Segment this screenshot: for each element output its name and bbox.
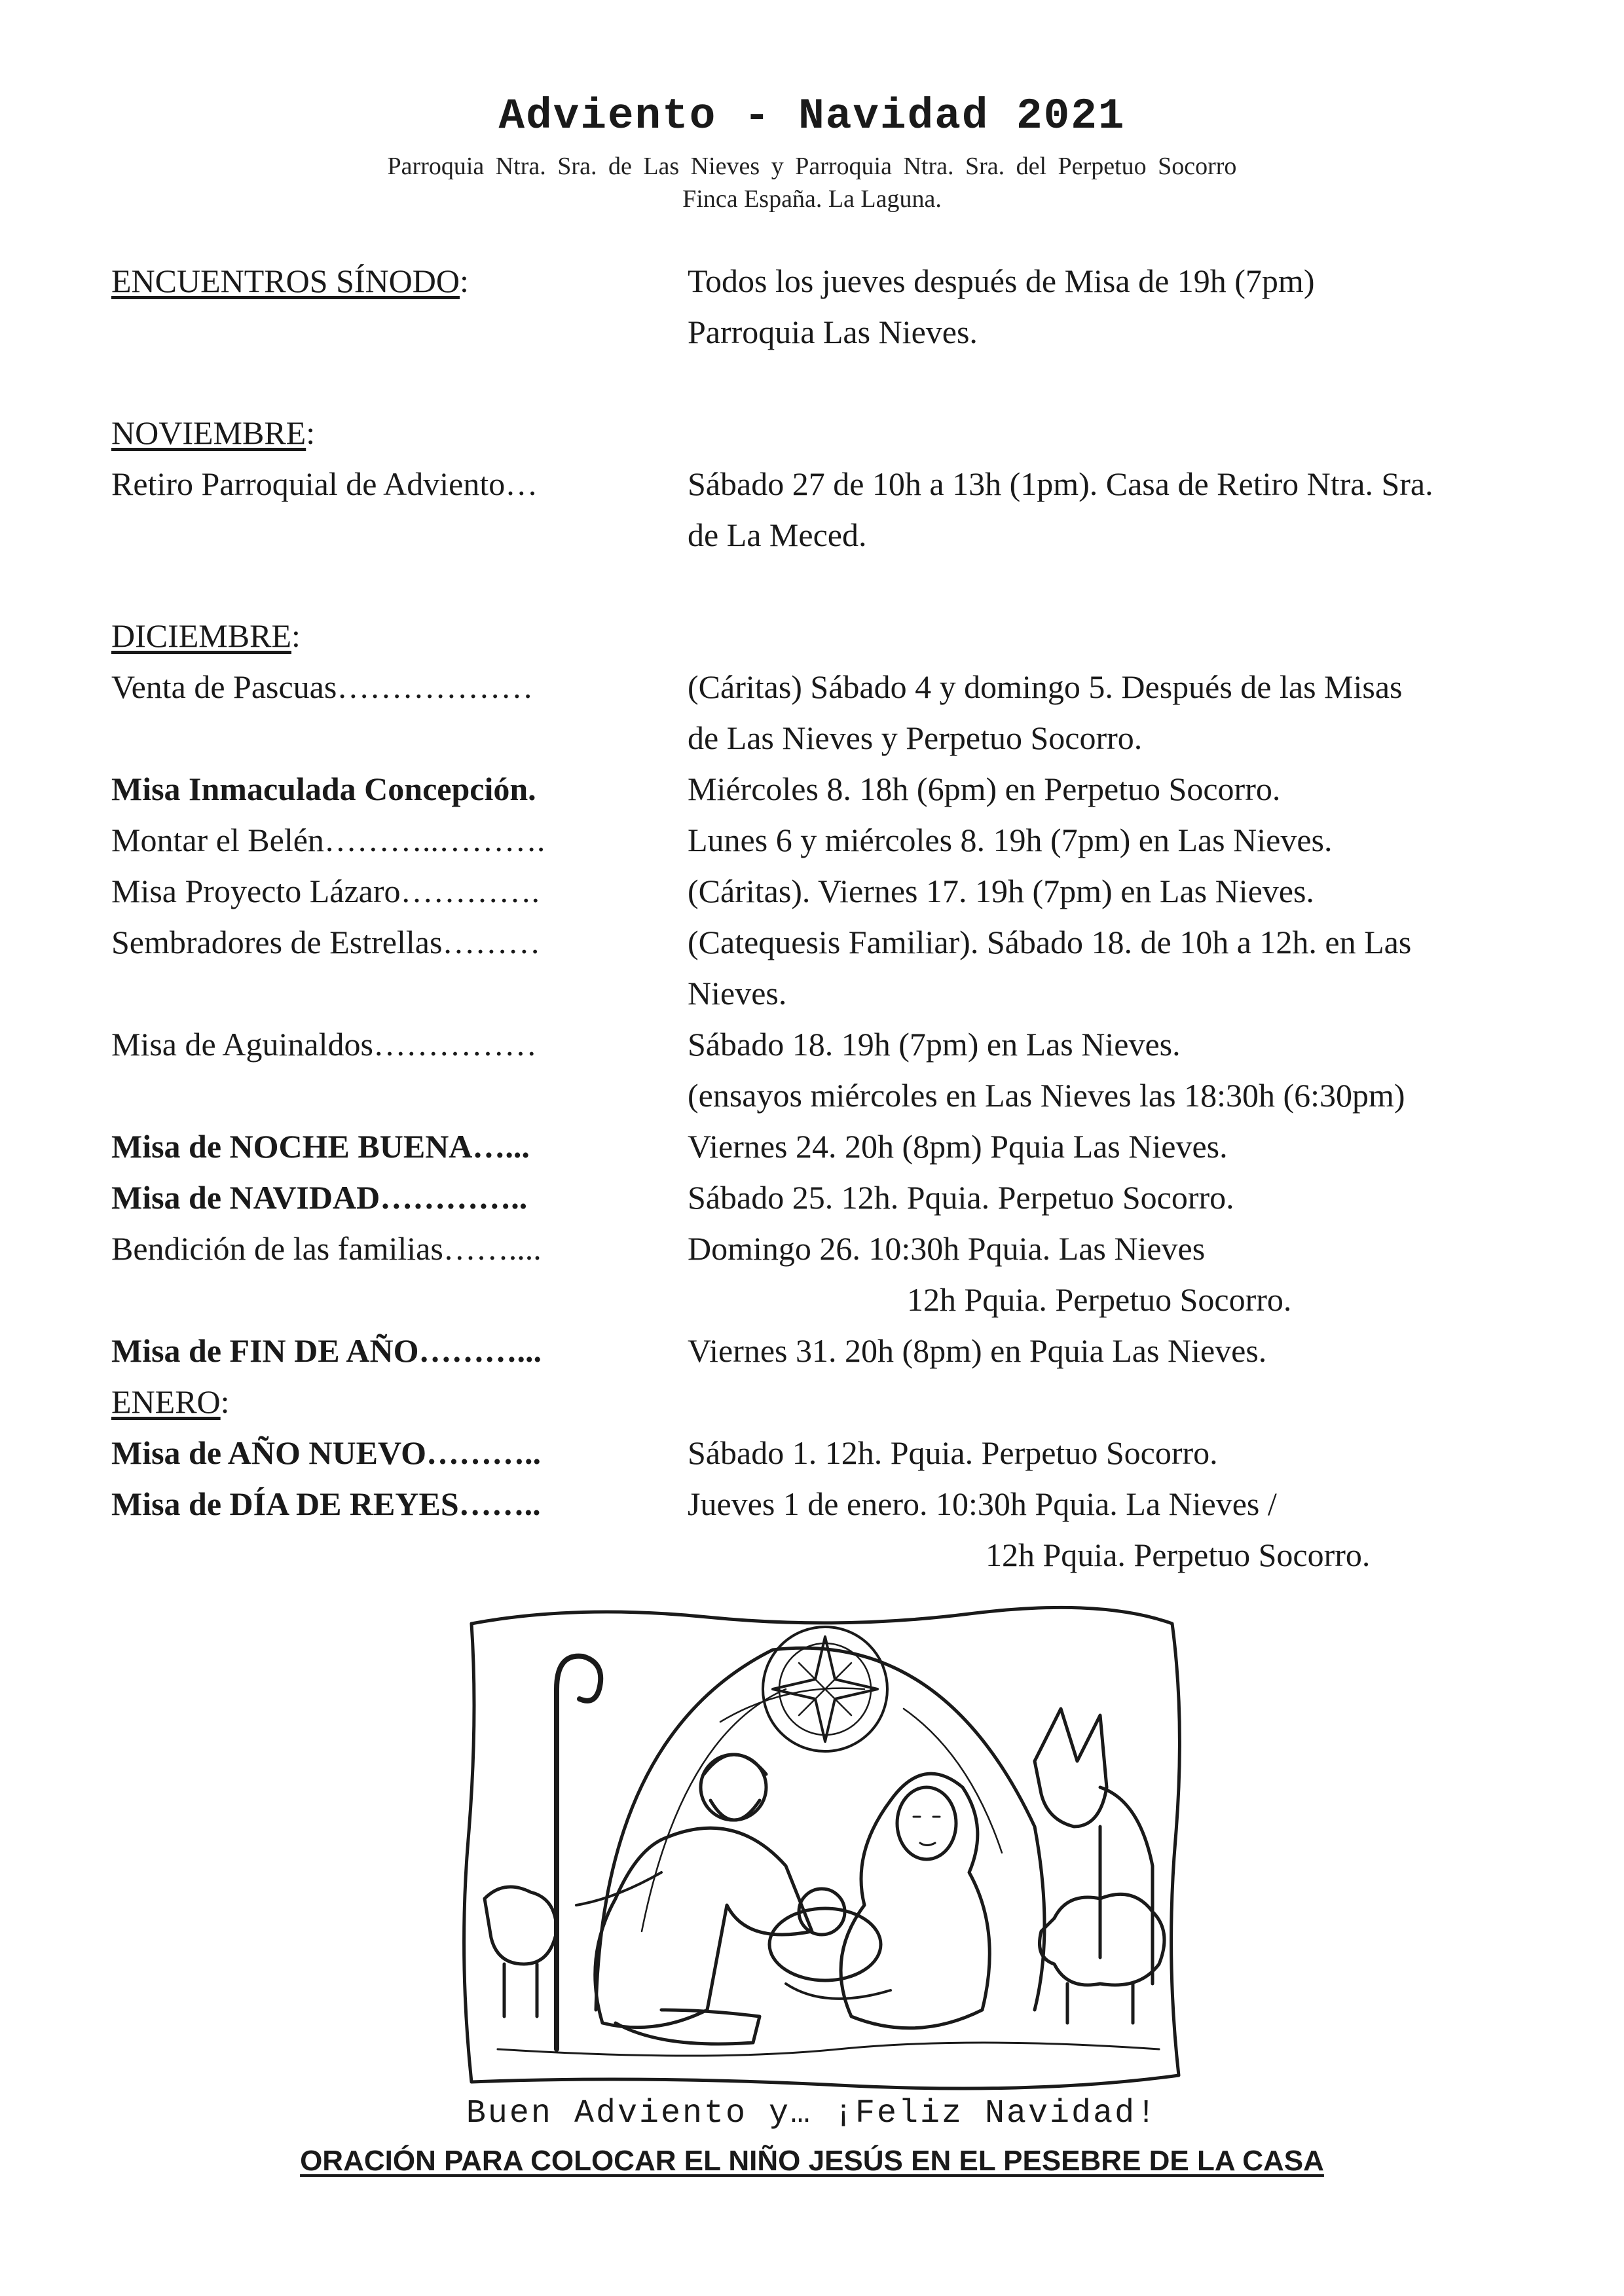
event-label-retiro: Retiro Parroquial de Adviento… [111,465,538,502]
event-detail-sembradores-line2: Nieves. [688,975,787,1011]
event-label-aguinaldos: Misa de Aguinaldos…………… [111,1026,537,1063]
event-detail-aguinaldos-line1: Sábado 18. 19h (7pm) en Las Nieves. [688,1026,1181,1063]
noviembre-heading-text: NOVIEMBRE [111,414,306,451]
page-title: Adviento - Navidad 2021 [498,92,1126,141]
section-heading-diciembre [111,617,301,655]
event-label-montar-belen: Montar el Belén………..………. [111,822,545,858]
event-detail-dia-de-reyes-line2: 12h Pquia. Perpetuo Socorro. [986,1537,1371,1573]
event-detail-sembradores-line1: (Catequesis Familiar). Sábado 18. de 10h a 12h. en Las [688,924,1412,960]
section-heading-enero [111,1383,230,1421]
event-detail-proyecto-lazaro: (Cáritas). Viernes 17. 19h (7pm) en Las Nieves. [688,873,1314,909]
event-label-navidad: Misa de NAVIDAD………….. [111,1179,528,1216]
section-heading-noviembre [111,414,315,452]
baby-jesus [769,1908,881,1980]
diciembre-heading-text: DICIEMBRE [111,617,291,654]
event-detail-retiro-line1: Sábado 27 de 10h a 13h (1pm). Casa de Retiro Ntra. Sra. [688,465,1433,502]
event-detail-bendicion-line2: 12h Pquia. Perpetuo Socorro. [907,1281,1292,1318]
shepherd-staff [557,1656,600,2049]
prayer-title: ORACIÓN PARA COLOCAR EL NIÑO JESÚS EN EL PESEBRE DE LA CASA [300,2145,1324,2177]
event-label-venta-pascuas: Venta de Pascuas……………… [111,668,534,705]
sheep-left [485,1887,557,1964]
event-label-dia-de-reyes: Misa de DÍA DE REYES…….. [111,1485,541,1522]
donkey-head [1035,1709,1107,1827]
event-detail-fin-de-ano: Viernes 31. 20h (8pm) en Pquia Las Nieves. [688,1332,1267,1369]
event-label-ano-nuevo: Misa de AÑO NUEVO……….. [111,1434,541,1471]
joseph-body [595,1828,812,2028]
sinodo-heading-colon: : [459,263,469,299]
event-detail-navidad: Sábado 25. 12h. Pquia. Perpetuo Socorro. [688,1179,1234,1216]
illustration-frame [464,1607,1180,2088]
event-detail-noche-buena: Viernes 24. 20h (8pm) Pquia Las Nieves. [688,1128,1228,1165]
noviembre-heading-colon: : [306,414,316,451]
sinodo-detail-line2: Parroquia Las Nieves. [688,314,978,350]
sinodo-heading-text: ENCUENTROS SÍNODO [111,263,460,299]
event-detail-bendicion-line1: Domingo 26. 10:30h Pquia. Las Nieves [688,1230,1206,1267]
event-detail-venta-pascuas-line2: de Las Nieves y Perpetuo Socorro. [688,720,1143,756]
nativity-illustration [445,1591,1198,2115]
event-label-inmaculada: Misa Inmaculada Concepción. [111,771,536,807]
event-detail-venta-pascuas-line1: (Cáritas) Sábado 4 y domingo 5. Después de las Misas [688,668,1403,705]
event-detail-ano-nuevo: Sábado 1. 12h. Pquia. Perpetuo Socorro. [688,1434,1218,1471]
parish-names: Parroquia Ntra. Sra. de Las Nieves y Parroquia Ntra. Sra. del Perpetuo Socorro [387,153,1237,180]
parish-location: Finca España. La Laguna. [682,185,942,213]
event-detail-aguinaldos-line2: (ensayos miércoles en Las Nieves las 18:30h (6:30pm) [688,1077,1405,1114]
sinodo-detail-line1: Todos los jueves después de Misa de 19h (7pm) [688,263,1315,299]
event-detail-inmaculada: Miércoles 8. 18h (6pm) en Perpetuo Socorro. [688,771,1281,807]
event-detail-montar-belen: Lunes 6 y miércoles 8. 19h (7pm) en Las Nieves. [688,822,1333,858]
event-label-fin-de-ano: Misa de FIN DE AÑO………... [111,1332,542,1369]
enero-heading-text: ENERO [111,1383,221,1420]
event-detail-retiro-line2: de La Meced. [688,517,867,553]
mary-face [897,1787,956,1859]
event-label-proyecto-lazaro: Misa Proyecto Lázaro…………. [111,873,540,909]
event-detail-dia-de-reyes-line1: Jueves 1 de enero. 10:30h Pquia. La Nieves / [688,1485,1277,1522]
enero-heading-colon: : [220,1383,230,1420]
event-label-bendicion: Bendición de las familias…….... [111,1230,542,1267]
event-label-sembradores: Sembradores de Estrellas……… [111,924,541,960]
event-label-noche-buena: Misa de NOCHE BUENA…... [111,1128,530,1165]
mary-figure [841,1774,989,2028]
sheep-right [1040,1894,1165,1985]
greeting-text: Buen Adviento y… ¡Feliz Navidad! [466,2095,1158,2132]
section-heading-sinodo [111,262,469,300]
diciembre-heading-colon: : [291,617,301,654]
